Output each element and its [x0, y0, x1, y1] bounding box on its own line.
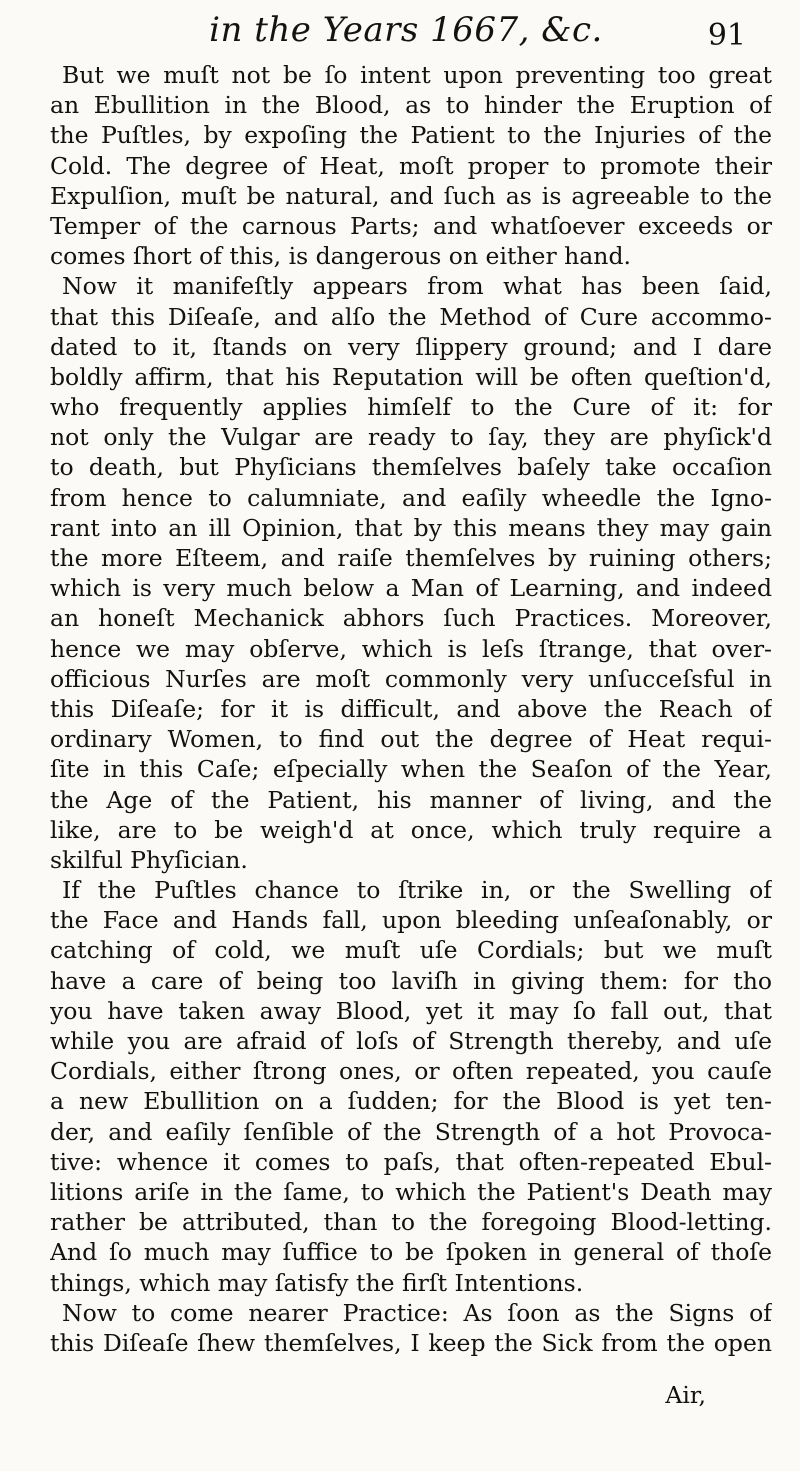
text-line: catching of cold, we muſt uſe Cordials; but we muſt: [50, 936, 772, 965]
text-line: dated to it, ſtands on very ſlippery ground; and I dare: [50, 332, 772, 361]
text-line: litions ariſe in the ſame, to which the Patient's Death may: [50, 1177, 772, 1206]
text-line: officious Nurſes are moſt commonly very unſucceſsful in: [50, 664, 772, 693]
text-line: the Age of the Patient, his manner of living, and the: [50, 785, 772, 814]
text-line: things, which may ſatisfy the firſt Intentions.: [50, 1268, 584, 1297]
text-line: rather be attributed, than to the foregoing Blood-letting.: [50, 1208, 772, 1237]
text-line: that this Diſeaſe, and alſo the Method of Cure accommo-: [50, 302, 772, 331]
text-line: Now it manifeſtly appears from what has been ſaid,: [62, 272, 772, 301]
text-line: boldly affirm, that his Reputation will be often queſtion'd,: [50, 362, 772, 391]
text-line: an honeſt Mechanick abhors ſuch Practices. Moreover,: [50, 604, 772, 633]
text-line: which is very much below a Man of Learning, and indeed: [50, 574, 772, 603]
text-line: this Diſeaſe ſhew themſelves, I keep the Sick from the open: [50, 1328, 772, 1357]
page-number: 91: [707, 18, 746, 53]
text-line: Cold. The degree of Heat, moſt proper to promote their: [50, 151, 772, 180]
text-line: from hence to calumniate, and eaſily wheedle the Igno-: [50, 483, 772, 512]
text-line: the Puſtles, by expoſing the Patient to the Injuries of the: [50, 121, 772, 150]
text-line: But we muſt not be ſo intent upon preventing too great: [62, 61, 772, 89]
text-line: have a care of being too laviſh in giving them: for tho: [50, 966, 772, 995]
text-line: who frequently applies himſelf to the Cure of it: for: [50, 393, 772, 422]
text-line: like, are to be weigh'd at once, which truly require a: [50, 815, 772, 844]
text-line: you have taken away Blood, yet it may ſo fall out, that: [50, 996, 772, 1025]
text-line: der, and eaſily ſenſible of the Strength of a hot Provoca-: [50, 1117, 772, 1146]
text-line: Now to come nearer Practice: As ſoon as the Signs of: [62, 1298, 772, 1327]
text-line: ordinary Women, to find out the degree of Heat requi-: [50, 725, 772, 754]
text-line: skilful Phyſician.: [50, 845, 248, 874]
running-title: in the Years 1667, &c.: [209, 10, 603, 50]
text-line: a new Ebullition on a ſudden; for the Blood is yet ten-: [50, 1087, 772, 1116]
text-line: Expulſion, muſt be natural, and ſuch as is agreeable to the: [50, 181, 772, 210]
body-text: [50, 60, 772, 1358]
text-line: the more Eſteem, and raiſe themſelves by ruining others;: [50, 544, 772, 572]
text-line: And ſo much may ſuffice to be ſpoken in general of thoſe: [50, 1238, 772, 1267]
text-line: the Face and Hands fall, upon bleeding unſeaſonably, or: [50, 906, 772, 935]
text-line: tive: whence it comes to paſs, that often-repeated Ebul-: [50, 1147, 772, 1176]
text-line: comes ſhort of this, is dangerous on either hand.: [50, 242, 631, 271]
text-line: an Ebullition in the Blood, as to hinder the Eruption of: [50, 91, 772, 120]
text-line: Cordials, either ſtrong ones, or often repeated, you cauſe: [50, 1057, 772, 1086]
text-line: this Diſeaſe; for it is difficult, and above the Reach of: [50, 694, 772, 723]
running-head: [52, 8, 760, 58]
text-line: while you are afraid of loſs of Strength thereby, and uſe: [50, 1027, 772, 1055]
text-line: Temper of the carnous Parts; and whatſoever exceeds or: [50, 211, 772, 240]
text-line: not only the Vulgar are ready to ſay, they are phyſick'd: [50, 423, 772, 452]
catchword: Air,: [665, 1381, 706, 1409]
text-line: to death, but Phyſicians themſelves baſely take occaſion: [50, 453, 772, 482]
text-line: hence we may obſerve, which is leſs ſtrange, that over-: [50, 634, 772, 663]
text-line: ſite in this Caſe; eſpecially when the Seaſon of the Year,: [50, 755, 772, 784]
text-line: If the Puſtles chance to ſtrike in, or the Swelling of: [62, 876, 772, 905]
text-line: rant into an ill Opinion, that by this means they may gain: [50, 513, 772, 542]
